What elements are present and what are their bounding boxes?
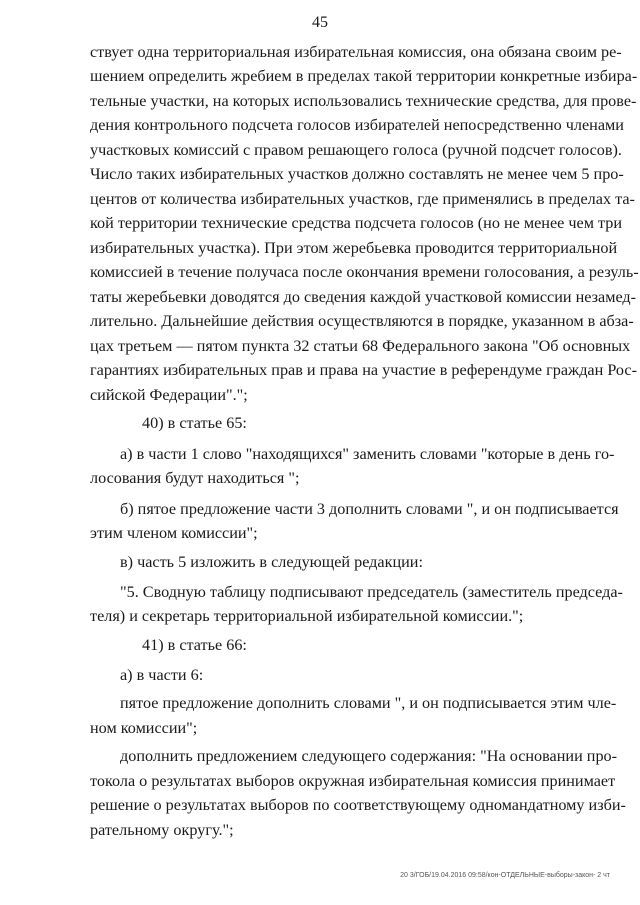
page-number: 45	[312, 14, 328, 31]
text-line: дения контрольного подсчета голосов избирателей непосредственно членами	[90, 116, 624, 134]
text-line: избирательных участка). При этом жеребьевка проводится территориальной	[90, 239, 618, 257]
text-line: шением определить жребием в пределах такой территории конкретные избира-	[90, 67, 638, 85]
text-line: рательному округу.";	[90, 821, 234, 839]
text-line: ствует одна территориальная избирательная комиссия, она обязана своим ре-	[90, 43, 622, 61]
text-line: Число таких избирательных участков должно составлять не менее чем 5 про-	[90, 165, 624, 183]
text-line: б) пятое предложение части 3 дополнить словами ", и он подписывается	[120, 500, 619, 518]
text-line: сийской Федерации".";	[90, 386, 248, 404]
footer-file-stamp: 20 3/ГОБ/19.04.2016 09:58/кон-ОТДЕЛЬНЫЕ-выборы-закон- 2 чт	[400, 872, 610, 879]
text-line: а) в части 1 слово "находящихся" заменить словами "которые в день го-	[120, 445, 615, 463]
text-line: а) в части 6:	[120, 666, 204, 684]
text-line: этим членом комиссии";	[90, 524, 258, 542]
text-line: цах третьем — пятом пункта 32 статьи 68 Федерального закона "Об основных	[90, 337, 631, 355]
text-line: кой территории технические средства подсчета голосов (но не менее чем три	[90, 214, 623, 232]
text-line: тельные участки, на которых использовались технические средства, для прове-	[90, 92, 637, 110]
text-line: теля) и секретарь территориальной избирательной комиссии.";	[90, 607, 524, 625]
text-line: "5. Сводную таблицу подписывают председатель (заместитель председа-	[120, 583, 623, 601]
text-line: лосования будут находиться ";	[90, 469, 300, 487]
text-line: дополнить предложением следующего содержания: "На основании про-	[120, 747, 618, 765]
text-line: комиссией в течение получаса после окончания времени голосования, а резуль-	[90, 263, 639, 281]
text-line: токола о результатах выборов окружная избирательная комиссия принимает	[90, 772, 616, 790]
text-line: решение о результатах выборов по соответствующему одномандатному изби-	[90, 796, 626, 814]
list-item-41: 41) в статье 66:	[142, 636, 247, 654]
text-line: центов от количества избирательных участков, где применялись в пределах та-	[90, 190, 635, 208]
text-line: ном комиссии";	[90, 719, 198, 737]
text-line: лительно. Дальнейшие действия осуществляются в порядке, указанном в абза-	[90, 312, 634, 330]
list-item-40: 40) в статье 65:	[142, 414, 247, 432]
text-line: пятое предложение дополнить словами ", и он подписывается этим чле-	[120, 694, 617, 712]
text-line: гарантиях избирательных прав и права на участие в референдуме граждан Рос-	[90, 361, 637, 379]
text-line: в) часть 5 изложить в следующей редакции:	[120, 553, 423, 571]
text-line: участковых комиссий с правом решающего голоса (ручной подсчет голосов).	[90, 141, 622, 159]
text-line: таты жеребьевки доводятся до сведения каждой участковой комиссии незамед-	[90, 288, 637, 306]
